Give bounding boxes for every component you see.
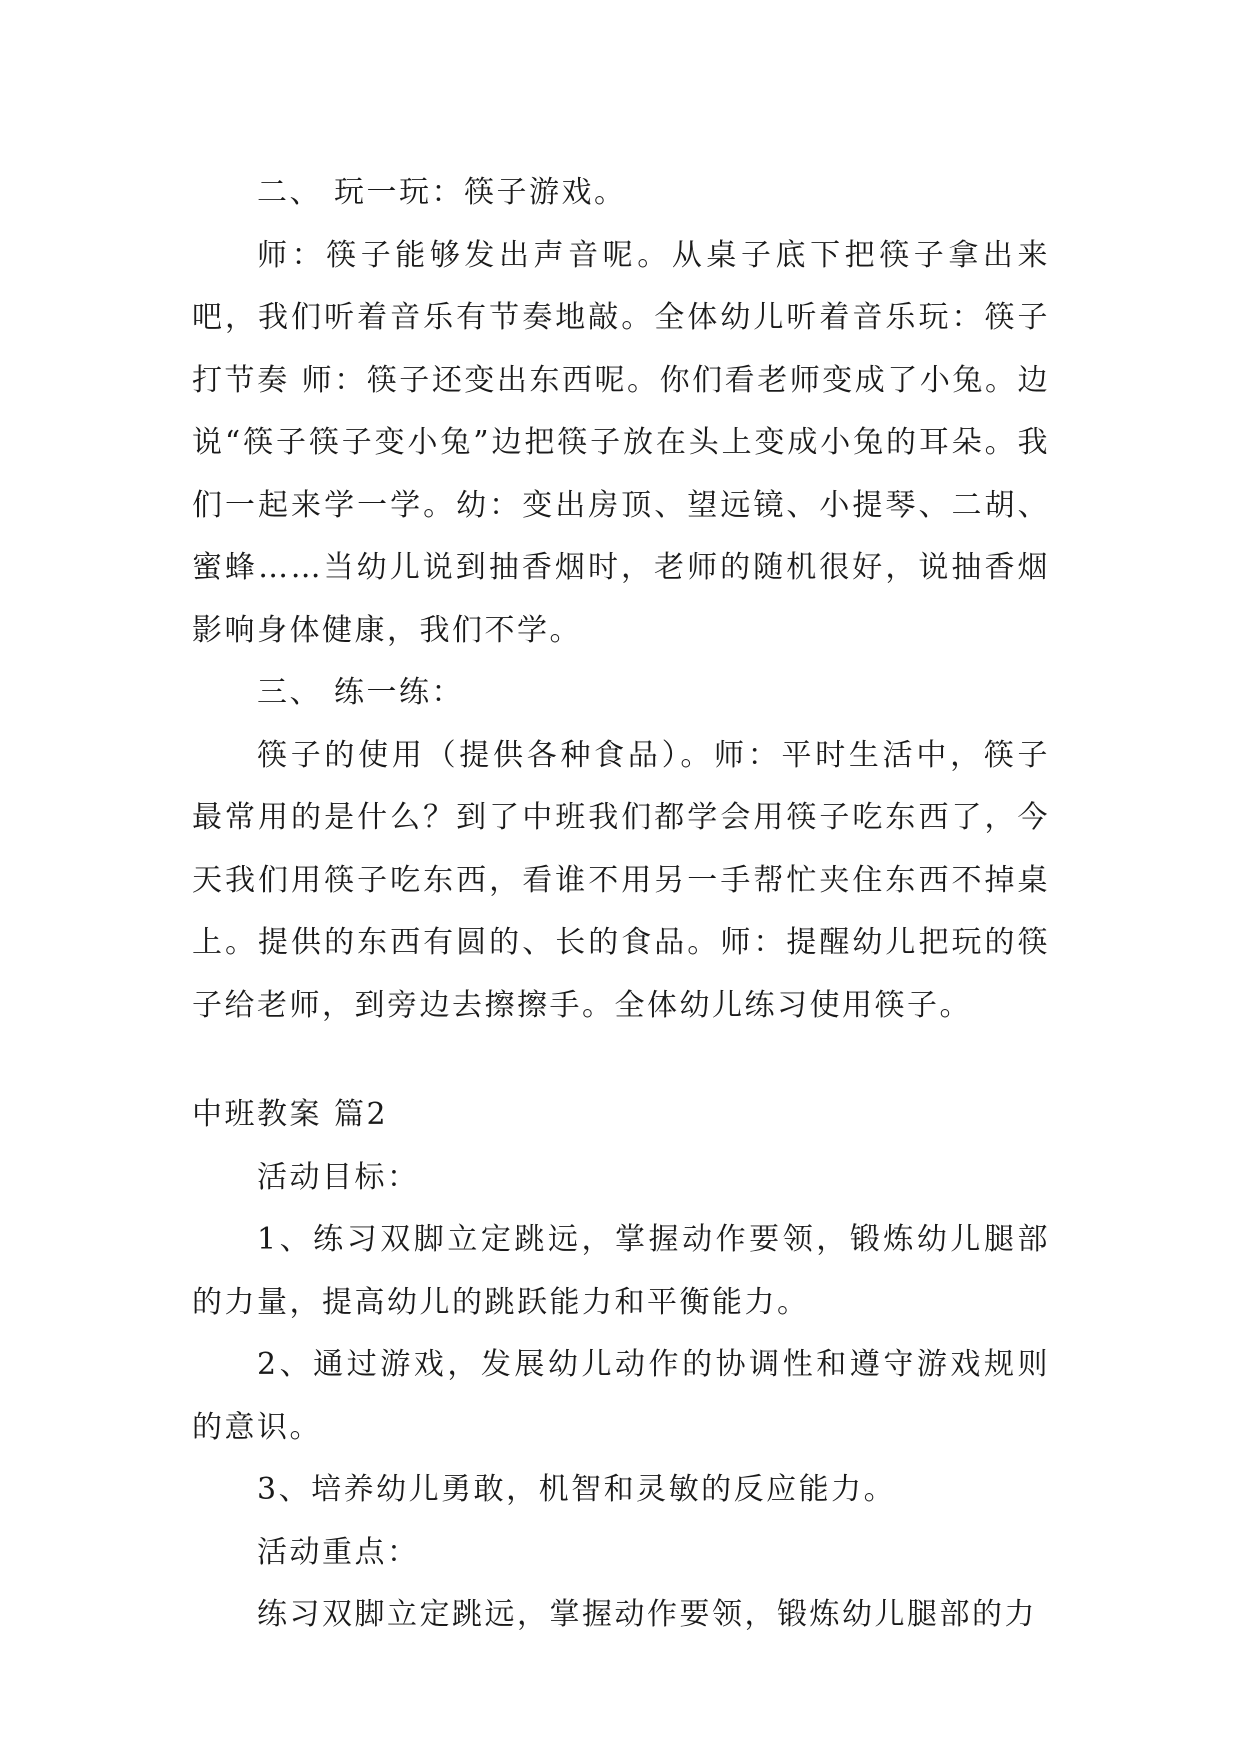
goal-item-1: 1、练习双脚立定跳远，掌握动作要领，锻炼幼儿腿部的力量，提高幼儿的跳跃能力和平衡能力。 [192, 1222, 1050, 1320]
goals-label: 活动目标： [257, 1159, 420, 1195]
paragraph-chopstick-use: 筷子的使用（提供各种食品）。师：平时生活中，筷子最常用的是什么？到了中班我们都学会用筷子吃东西了，今天我们用筷子吃东西，看谁不用另一手帮忙夹住东西不掉桌上。提供的东西有圆的、长的食品。师：提醒幼儿把玩的筷子给老师，到旁边去擦擦手。全体幼儿练习使用筷子。 [192, 737, 1050, 1023]
document-body [192, 162, 1050, 1647]
section-title-play: 二、 玩一玩：筷子游戏。 [257, 175, 627, 210]
section-title-practice: 三、 练一练： [257, 675, 465, 710]
lesson-heading: 中班教案 篇2 [192, 1097, 389, 1132]
goal-item-2: 2、通过游戏，发展幼儿动作的协调性和遵守游戏规则的意识。 [192, 1347, 1050, 1445]
goal-item-3: 3、培养幼儿勇敢，机智和灵敏的反应能力。 [257, 1472, 897, 1507]
key-points-text: 练习双脚立定跳远，掌握动作要领，锻炼幼儿腿部的力 [257, 1597, 1037, 1632]
paragraph-chopstick-game: 师：筷子能够发出声音呢。从桌子底下把筷子拿出来吧，我们听着音乐有节奏地敲。全体幼儿听着音乐玩：筷子打节奏 师：筷子还变出东西呢。你们看老师变成了小兔。边说“筷子筷子变小兔”边把筷子放在头上变成小兔的耳朵。我们一起来学一学。幼：变出房顶、望远镜、小提琴、二胡、蜜蜂……当幼儿说到抽香烟时，老师的随机很好，说抽香烟影响身体健康，我们不学。 [192, 237, 1050, 648]
key-points-label: 活动重点： [257, 1534, 420, 1570]
